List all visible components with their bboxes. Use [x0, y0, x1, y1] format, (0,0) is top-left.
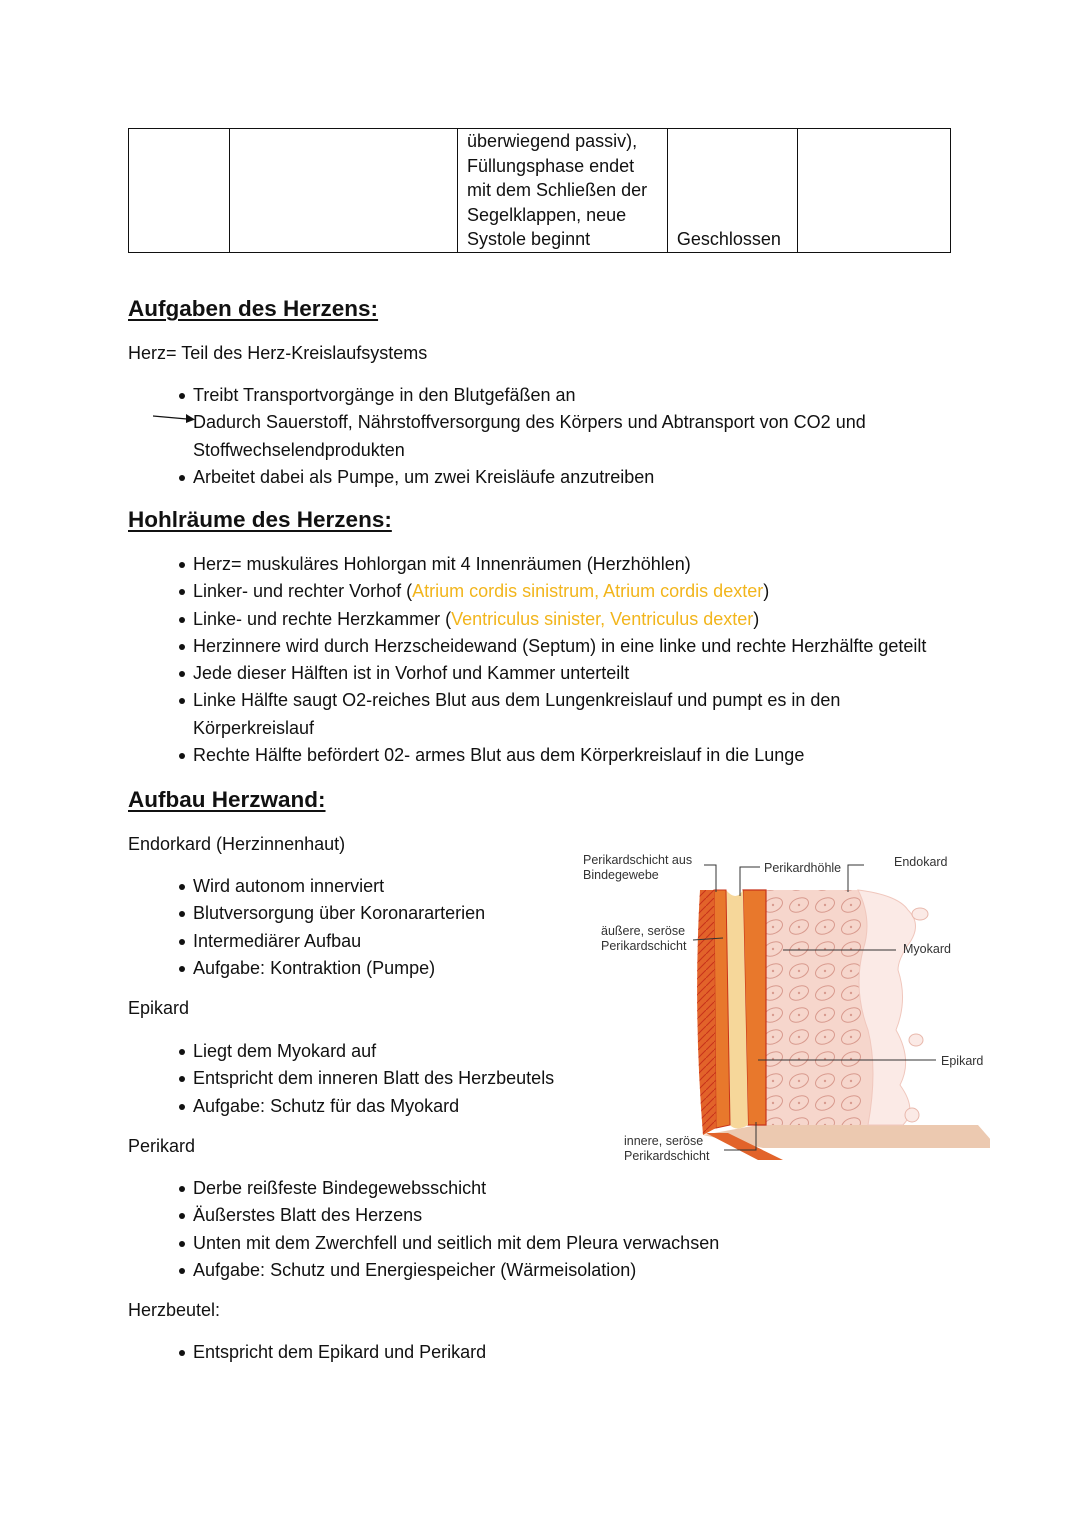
label-innere-seroese: innere, seröse Perikardschicht	[624, 1134, 710, 1163]
bullet-icon	[179, 589, 185, 595]
hohlraeume-list	[128, 551, 926, 769]
list-item: Entspricht dem Epikard und Perikard	[128, 1339, 486, 1366]
label-perikardhoehle: Perikardhöhle	[764, 861, 842, 875]
bullet-icon	[179, 1213, 185, 1219]
bullet-icon	[179, 1049, 185, 1055]
list-item: Intermediärer Aufbau	[128, 928, 485, 955]
cell-line: überwiegend passiv),	[467, 131, 638, 151]
heading-hohlraeume: Hohlräume des Herzens:	[128, 507, 392, 532]
herzbeutel-title: Herzbeutel:	[128, 1300, 221, 1320]
heart-wall-illustration	[578, 850, 990, 1170]
list-item: Aufgabe: Schutz für das Myokard	[128, 1093, 554, 1120]
epikard-list	[128, 1038, 554, 1120]
list-item: Äußerstes Blatt des Herzens	[128, 1202, 719, 1229]
list-item: Aufgabe: Kontraktion (Pumpe)	[128, 955, 485, 982]
bullet-icon	[179, 966, 185, 972]
label-epikard: Epikard	[941, 1054, 984, 1068]
list-item: Liegt dem Myokard auf	[128, 1038, 554, 1065]
bullet-icon	[179, 698, 185, 704]
list-item: Linker- und rechter Vorhof (Atrium cordis sinistrum, Atrium cordis dexter)	[128, 578, 926, 605]
heart-cycle-table	[128, 128, 951, 253]
label-perikardschicht: Perikardschicht aus Bindegewebe	[583, 853, 693, 882]
cell-line: Füllungsphase endet	[467, 155, 635, 176]
label-aeussere-seroese: äußere, seröse Perikardschicht	[601, 924, 687, 953]
table-cell-valve-state: Geschlossen	[667, 129, 797, 253]
cell-line: mit dem Schließen der	[467, 180, 648, 200]
cell-line: Segelklappen, neue	[467, 204, 627, 225]
heart-wall-diagram	[578, 850, 990, 1170]
bullet-icon	[179, 393, 185, 399]
bullet-icon	[179, 617, 185, 623]
perikard-title: Perikard	[128, 1136, 196, 1156]
list-item: Herzinnere wird durch Herzscheidewand (Septum) in eine linke und rechte Herzhälfte geteilt	[128, 633, 926, 660]
right-arrow-icon	[153, 412, 195, 424]
bullet-icon	[179, 753, 185, 759]
perikard-list	[128, 1175, 719, 1284]
label-myokard: Myokard	[903, 942, 951, 956]
table-cell	[129, 129, 230, 253]
list-item: Entspricht dem inneren Blatt des Herzbeutels	[128, 1065, 554, 1092]
bullet-icon	[179, 1186, 185, 1192]
table-cell	[797, 129, 950, 253]
list-item-continuation: Körperkreislauf	[193, 717, 315, 738]
bullet-icon	[179, 644, 185, 650]
epikard-title: Epikard	[128, 998, 190, 1018]
bullet-icon	[179, 1104, 185, 1110]
table-cell-description	[458, 129, 668, 253]
list-item: Unten mit dem Zwerchfell und seitlich mit dem Pleura verwachsen	[128, 1230, 719, 1257]
bullet-icon	[179, 1076, 185, 1082]
heading-aufgaben: Aufgaben des Herzens:	[128, 296, 379, 321]
table-cell	[229, 129, 457, 253]
list-item: Linke Hälfte saugt O2-reiches Blut aus dem Lungenkreislauf und pumpt es in den	[128, 687, 926, 714]
table-row	[129, 129, 951, 253]
aufgaben-intro: Herz= Teil des Herz-Kreislaufsystems	[128, 343, 428, 363]
bullet-icon	[179, 1350, 185, 1356]
label-endokard: Endokard	[894, 855, 948, 869]
bullet-icon	[179, 562, 185, 568]
bullet-icon	[179, 475, 185, 481]
list-item: Blutversorgung über Koronararterien	[128, 900, 485, 927]
heading-aufbau: Aufbau Herzwand:	[128, 787, 326, 812]
aufgaben-list	[128, 382, 866, 491]
bullet-icon	[179, 939, 185, 945]
list-item: Aufgabe: Schutz und Energiespeicher (Wärmeisolation)	[128, 1257, 719, 1284]
endokard-title: Endorkard (Herzinnenhaut)	[128, 834, 346, 854]
bullet-icon	[179, 671, 185, 677]
list-item: Herz= muskuläres Hohlorgan mit 4 Innenräumen (Herzhöhlen)	[128, 551, 926, 578]
list-item: Treibt Transportvorgänge in den Blutgefäßen an	[128, 382, 866, 409]
endokard-list	[128, 873, 485, 982]
latin-term: Ventriculus sinister, Ventriculus dexter	[451, 608, 754, 629]
bullet-icon	[179, 1241, 185, 1247]
list-item: Rechte Hälfte befördert 02- armes Blut aus dem Körperkreislauf in die Lunge	[128, 742, 926, 769]
list-item: Derbe reißfeste Bindegewebsschicht	[128, 1175, 719, 1202]
bullet-icon	[179, 884, 185, 890]
list-item: Linke- und rechte Herzkammer (Ventriculus sinister, Ventriculus dexter)	[128, 606, 926, 633]
list-item: Arbeitet dabei als Pumpe, um zwei Kreisläufe anzutreiben	[128, 464, 866, 491]
bullet-icon	[179, 911, 185, 917]
list-item: Dadurch Sauerstoff, Nährstoffversorgung des Körpers und Abtransport von CO2 und	[128, 409, 866, 436]
list-item-continuation: Stoffwechselendprodukten	[193, 439, 405, 460]
list-item: Wird autonom innerviert	[128, 873, 485, 900]
latin-term: Atrium cordis sinistrum, Atrium cordis dexter	[412, 581, 764, 602]
bullet-icon	[179, 1268, 185, 1274]
cell-line: Systole beginnt	[467, 229, 591, 249]
list-item: Jede dieser Hälften ist in Vorhof und Kammer unterteilt	[128, 660, 926, 687]
herzbeutel-list	[128, 1339, 486, 1366]
